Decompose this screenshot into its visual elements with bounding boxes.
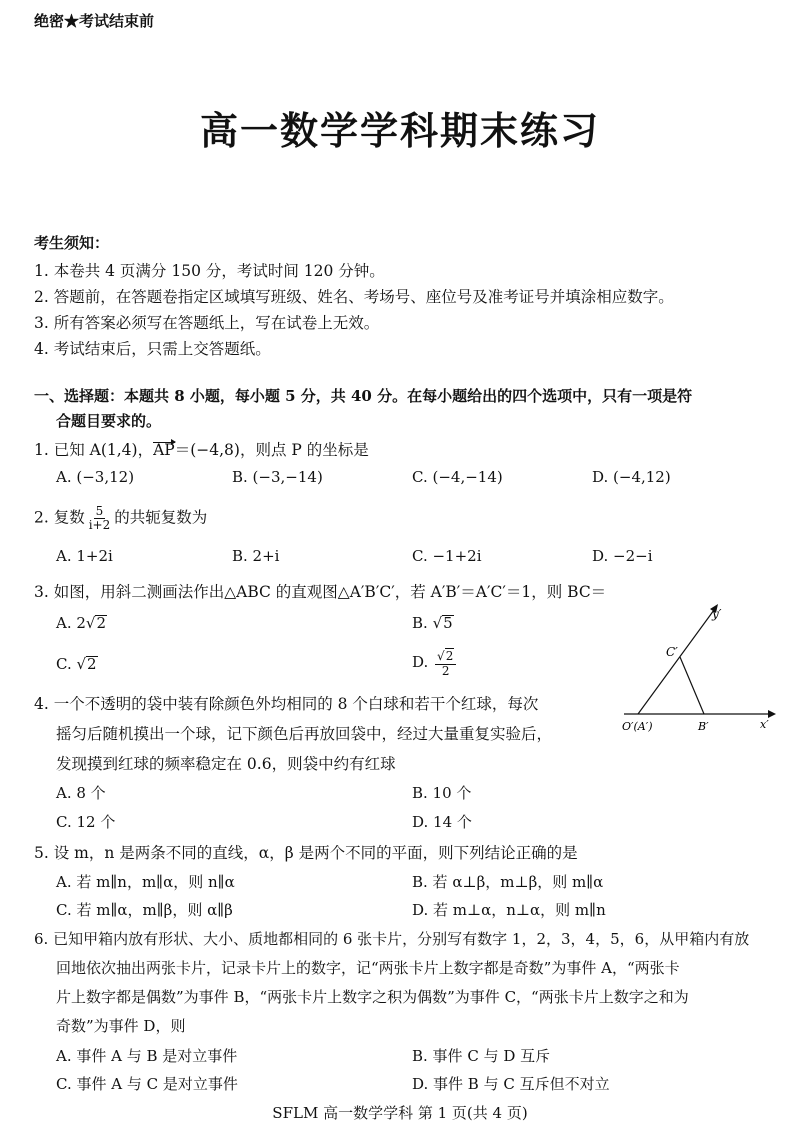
q1-option-d: D. (−4,12) (592, 468, 671, 486)
question-6-line: 片上数字都是偶数”为事件 B，“两张卡片上数字之积为偶数”为事件 C，“两张卡片上数字之和为 (56, 988, 689, 1006)
notice-item: 2. 答题前，在答题卷指定区域填写班级、姓名、考场号、座位号及准考证号并填涂相应数字。 (34, 288, 674, 306)
q3-option-d-num: √2 (435, 648, 456, 665)
q2-option-d: D. −2−i (592, 547, 653, 565)
q3-option-b: B. √5 (412, 614, 453, 632)
section-heading-cont: 合题目要求的。 (56, 412, 162, 430)
q5-option-d: D. 若 m⊥α，n⊥α，则 m∥n (412, 901, 606, 919)
oblique-projection-figure (618, 600, 778, 740)
q6-option-d: D. 事件 B 与 C 互斥但不对立 (412, 1075, 610, 1093)
question-5: 5. 设 m，n 是两条不同的直线，α，β 是两个不同的平面，则下列结论正确的是 (34, 844, 578, 862)
y-axis (638, 610, 714, 714)
q3-option-c: C. √2 (56, 655, 97, 673)
notice-item: 4. 考试结束后，只需上交答题纸。 (34, 340, 271, 358)
section-heading: 一、选择题：本题共 8 小题，每小题 5 分，共 40 分。在每小题给出的四个选项中，只有一项是符 (34, 387, 693, 405)
question-1 (34, 438, 369, 460)
q2-post: 的共轭复数为 (114, 508, 208, 527)
q2-fraction (87, 505, 113, 532)
q3-option-b-radicand: 5 (443, 614, 453, 632)
q5-option-c: C. 若 m∥α，m∥β，则 α∥β (56, 901, 233, 919)
q4-option-c: C. 12 个 (56, 813, 116, 831)
q3-option-d (412, 648, 458, 678)
question-2 (34, 505, 207, 532)
q3-option-d-label: D. (412, 653, 434, 671)
q3-option-d-radicand: 2 (445, 649, 454, 663)
q1-option-b: B. (−3,−14) (232, 468, 323, 486)
question-4-line: 4. 一个不透明的袋中装有除颜色外均相同的 8 个白球和若干个红球，每次 (34, 695, 539, 713)
q4-option-b: B. 10 个 (412, 784, 472, 802)
b-label: B′ (698, 720, 709, 733)
notice-item: 3. 所有答案必须写在答题纸上，写在试卷上无效。 (34, 314, 380, 332)
q6-option-b: B. 事件 C 与 D 互斥 (412, 1047, 551, 1065)
q2-option-c: C. −1+2i (412, 547, 482, 565)
question-4-line: 摇匀后随机摸出一个球，记下颜色后再放回袋中，经过大量重复实验后， (56, 725, 553, 743)
q3-option-a-label: A. 2 (56, 614, 86, 632)
q4-option-a: A. 8 个 (56, 784, 106, 802)
q5-option-b: B. 若 α⊥β，m⊥β，则 m∥α (412, 873, 604, 891)
question-3: 3. 如图，用斜二测画法作出△ABC 的直观图△A′B′C′，若 A′B′＝A′C′＝1，则 BC＝ (34, 583, 607, 601)
segment-cb (680, 657, 704, 714)
q3-option-c-radicand: 2 (87, 655, 97, 673)
question-6-line: 奇数”为事件 D，则 (56, 1017, 186, 1035)
q3-option-c-label: C. (56, 655, 77, 673)
question-6-line: 6. 已知甲箱内放有形状、大小、质地都相同的 6 张卡片，分别写有数字 1，2，3，4，5，6，从甲箱内有放 (34, 930, 750, 948)
q2-denominator: i+2 (88, 518, 111, 532)
notice-heading: 考生须知： (34, 234, 110, 252)
page-footer: SFLM 高一数学学科 第 1 页(共 4 页) (272, 1104, 528, 1122)
q3-option-b-label: B. (412, 614, 433, 632)
q6-option-a: A. 事件 A 与 B 是对立事件 (56, 1047, 238, 1065)
q4-option-d: D. 14 个 (412, 813, 472, 831)
question-4-line: 发现摸到红球的频率稳定在 0.6，则袋中约有红球 (56, 755, 396, 773)
x-label: x′ (760, 718, 769, 731)
q6-option-c: C. 事件 A 与 C 是对立事件 (56, 1075, 238, 1093)
q1-pre: 1. 已知 A(1,4)， (34, 441, 154, 459)
q3-option-a: A. 2√2 (56, 614, 107, 632)
page-title: 高一数学学科期末练习 (199, 108, 600, 153)
x-axis-arrow-icon (768, 710, 776, 718)
y-label: y′ (712, 607, 722, 621)
q5-option-a: A. 若 m∥n，m∥α，则 n∥α (56, 873, 235, 891)
q2-pre: 2. 复数 (34, 508, 85, 527)
c-label: C′ (666, 645, 678, 659)
o-label: O′(A′) (622, 720, 653, 733)
secret-label: 绝密★考试结束前 (34, 12, 155, 30)
q3-option-d-den: 2 (441, 664, 450, 678)
q1-post: ＝(−4,8)，则点 P 的坐标是 (174, 441, 369, 459)
notice-item: 1. 本卷共 4 页满分 150 分，考试时间 120 分钟。 (34, 262, 385, 280)
vector-ap: AP (153, 441, 175, 459)
q3-option-a-radicand: 2 (96, 614, 107, 632)
q2-option-a: A. 1+2i (56, 547, 113, 565)
q2-option-b: B. 2+i (232, 547, 280, 565)
q1-option-c: C. (−4,−14) (412, 468, 503, 486)
q3-option-d-fraction (435, 648, 456, 678)
q1-option-a: A. (−3,12) (56, 468, 135, 486)
q2-numerator: 5 (95, 504, 104, 518)
question-6-line: 回地依次抽出两张卡片，记录卡片上的数字，记“两张卡片上数字都是奇数”为事件 A，“两张卡 (56, 959, 680, 977)
